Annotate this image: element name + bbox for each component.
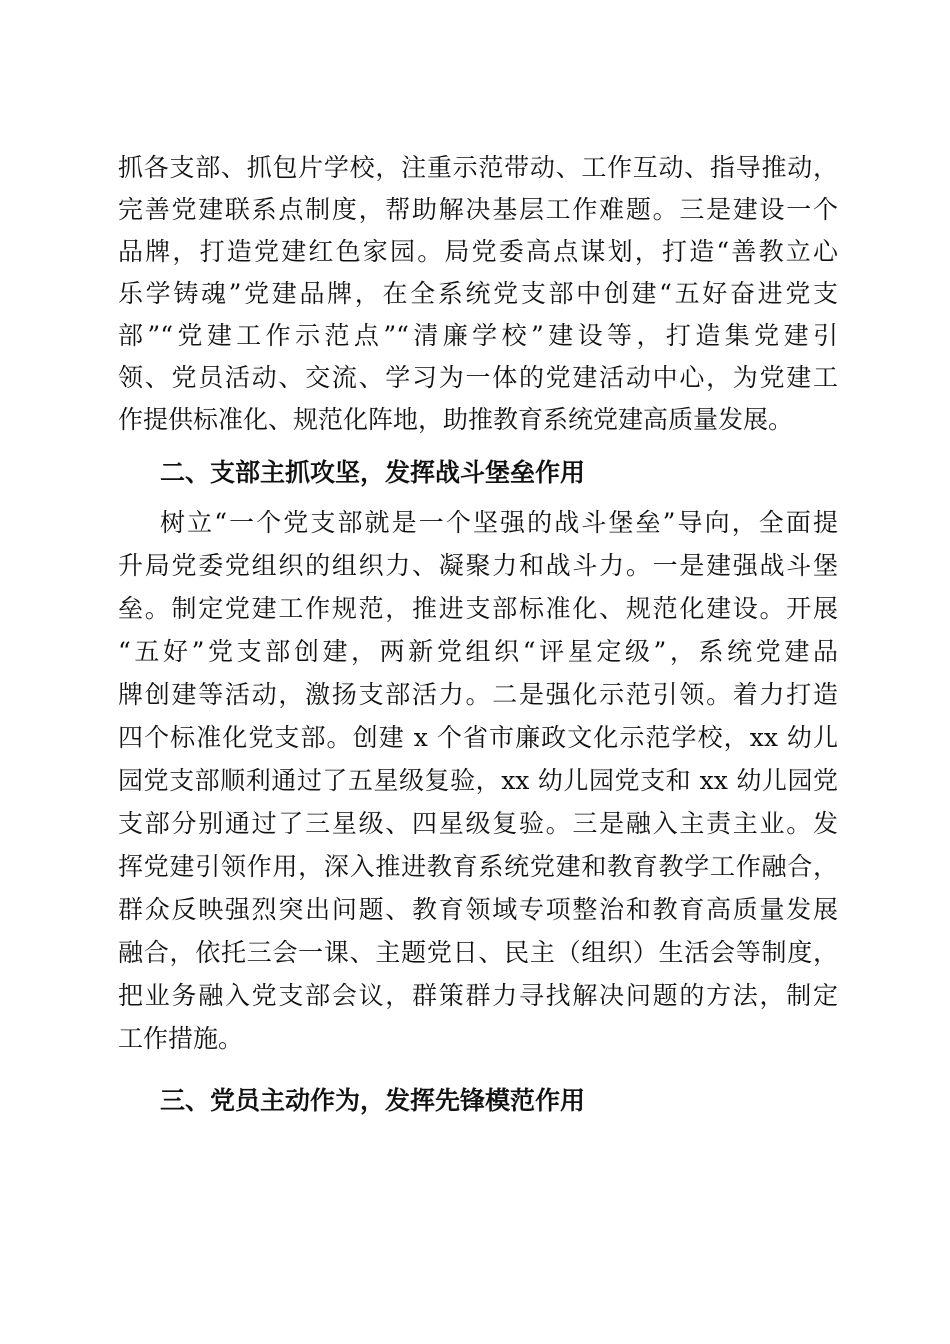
- paragraph-line: 升局党委党组织的组织力、凝聚力和战斗力。一是建强战斗堡: [118, 551, 838, 580]
- paragraph-line: 作提供标准化、规范化阵地，助推教育系统党建高质量发展。: [118, 405, 794, 434]
- section-heading: 三、党员主动作为，发挥先锋模范作用: [160, 1086, 586, 1115]
- paragraph-line: 牌创建等活动，激扬支部活力。二是强化示范引领。着力打造: [118, 680, 838, 709]
- paragraph-line: 支部分别通过了三星级、四星级复验。三是融入主责主业。发: [118, 809, 838, 838]
- paragraph-line: 完善党建联系点制度，帮助解决基层工作难题。三是建设一个: [118, 195, 838, 224]
- paragraph-line: 领、党员活动、交流、学习为一体的党建活动中心，为党建工: [118, 363, 838, 392]
- paragraph-line: 园党支部顺利通过了五星级复验，xx 幼儿园党支和 xx 幼儿园党: [118, 766, 838, 795]
- paragraph-line: 挥党建引领作用，深入推进教育系统党建和教育教学工作融合，: [118, 852, 838, 881]
- paragraph-line: 四个标准化党支部。创建 x 个省市廉政文化示范学校，xx 幼儿: [118, 723, 838, 752]
- paragraph-line: 把业务融入党支部会议，群策群力寻找解决问题的方法，制定: [118, 981, 838, 1010]
- paragraph-line: 抓各支部、抓包片学校，注重示范带动、工作互动、指导推动，: [118, 153, 838, 182]
- paragraph-line: 乐学铸魂”党建品牌，在全系统党支部中创建“五好奋进党支: [118, 279, 838, 308]
- paragraph-line: 融合，依托三会一课、主题党日、民主（组织）生活会等制度，: [118, 938, 838, 967]
- paragraph-line: “五好”党支部创建，两新党组织“评星定级”，系统党建品: [118, 637, 838, 666]
- paragraph-line: 树立“一个党支部就是一个坚强的战斗堡垒”导向，全面提: [160, 508, 838, 537]
- paragraph-line: 品牌，打造党建红色家园。局党委高点谋划，打造“善教立心: [118, 237, 838, 266]
- section-heading: 二、支部主抓攻坚，发挥战斗堡垒作用: [160, 458, 586, 487]
- paragraph-line: 群众反映强烈突出问题、教育领域专项整治和教育高质量发展: [118, 895, 838, 924]
- paragraph-line: 部”“党建工作示范点”“清廉学校”建设等，打造集党建引: [118, 321, 838, 350]
- paragraph-line: 垒。制定党建工作规范，推进支部标准化、规范化建设。开展: [118, 594, 838, 623]
- paragraph-line: 工作措施。: [118, 1024, 244, 1053]
